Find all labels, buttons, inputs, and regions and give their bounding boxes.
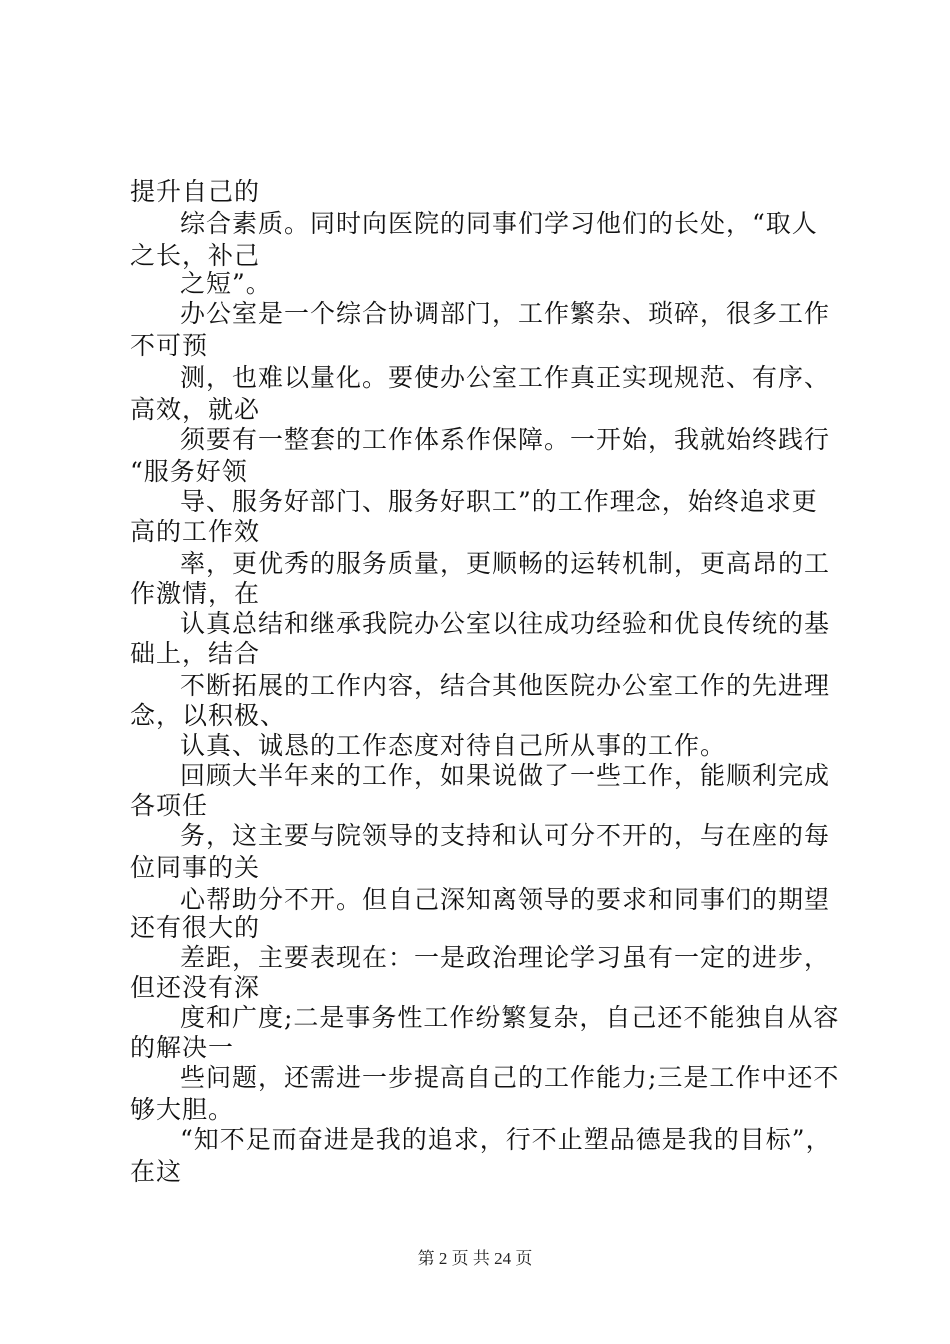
text-line: 综合素质。同时向医院的同事们学习他们的长处，“取人 bbox=[180, 209, 818, 238]
text-line: 但还没有深 bbox=[130, 973, 261, 1002]
text-line: 度和广度;二是事务性工作纷繁复杂，自己还不能独自从容 bbox=[180, 1003, 840, 1032]
text-line: 须要有一整套的工作体系作保障。一开始，我就始终践行 bbox=[180, 425, 831, 454]
text-line: 不断拓展的工作内容，结合其他医院办公室工作的先进理 bbox=[180, 671, 831, 700]
text-line: “知不足而奋进是我的追求，行不止塑品德是我的目标”， bbox=[180, 1125, 832, 1154]
text-line: 之长，补己 bbox=[130, 241, 261, 270]
text-line: 认真总结和继承我院办公室以往成功经验和优良传统的基 bbox=[180, 609, 831, 638]
text-line: 办公室是一个综合协调部门，工作繁杂、琐碎，很多工作 bbox=[180, 299, 831, 328]
text-line: 认真、诚恳的工作态度对待自己所从事的工作。 bbox=[180, 731, 727, 760]
text-line: 高效，就必 bbox=[130, 395, 261, 424]
text-line: 率，更优秀的服务质量，更顺畅的运转机制，更高昂的工 bbox=[180, 549, 831, 578]
text-line: 在这 bbox=[130, 1157, 183, 1186]
text-line: 础上，结合 bbox=[130, 639, 261, 668]
text-line: 作激情，在 bbox=[130, 579, 261, 608]
text-line: 够大胆。 bbox=[130, 1095, 235, 1124]
text-line: 回顾大半年来的工作，如果说做了一些工作，能顺利完成 bbox=[180, 761, 831, 790]
page-number-footer: 第 2 页 共 24 页 bbox=[417, 1249, 533, 1268]
text-line: 务，这主要与院领导的支持和认可分不开的，与在座的每 bbox=[180, 821, 831, 850]
text-line: 位同事的关 bbox=[130, 853, 261, 882]
text-line: 高的工作效 bbox=[130, 517, 261, 546]
text-line: 还有很大的 bbox=[130, 913, 261, 942]
text-line: 各项任 bbox=[130, 791, 209, 820]
text-line: 导、服务好部门、服务好职工”的工作理念，始终追求更 bbox=[180, 487, 818, 516]
text-line: 不可预 bbox=[130, 331, 209, 360]
text-line: 的解决一 bbox=[130, 1033, 235, 1062]
text-line: 心帮助分不开。但自己深知离领导的要求和同事们的期望 bbox=[180, 885, 831, 914]
text-line: 些问题，还需进一步提高自己的工作能力;三是工作中还不 bbox=[180, 1063, 840, 1092]
text-line: 之短”。 bbox=[180, 269, 272, 298]
text-line: 差距，主要表现在：一是政治理论学习虽有一定的进步， bbox=[180, 943, 831, 972]
text-line: “服务好领 bbox=[130, 457, 248, 486]
text-line: 测，也难以量化。要使办公室工作真正实现规范、有序、 bbox=[180, 363, 831, 392]
text-line: 提升自己的 bbox=[130, 177, 261, 206]
text-line: 念，以积极、 bbox=[130, 701, 287, 730]
